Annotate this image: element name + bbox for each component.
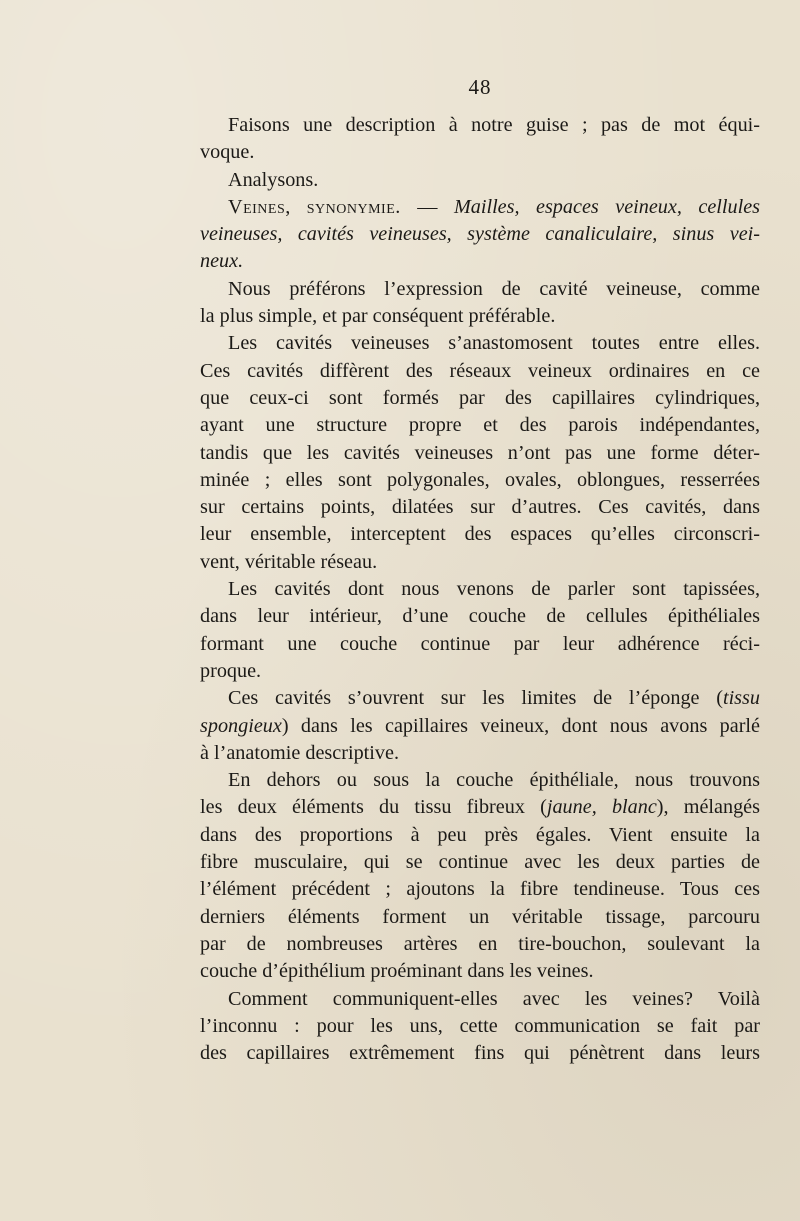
italic-term: spongieux <box>200 714 282 737</box>
paragraph-communication <box>200 986 760 1068</box>
text-line: proque. <box>200 659 262 682</box>
text-line: Les cavités veineuses s’anastomosent toutes entre elles. <box>228 332 760 355</box>
text-line: derniers éléments forment un véritable tissage, parcouru <box>200 905 760 928</box>
paragraph-epithelium <box>200 576 760 685</box>
heading-subterm: synonymie. <box>306 195 401 218</box>
text-line: vent, véritable réseau. <box>200 550 378 573</box>
text-line: tandis que les cavités veineuses n’ont pas une forme déter- <box>200 441 760 464</box>
text-line: dans leur intérieur, d’une couche de cellules épithéliales <box>200 605 760 628</box>
text-line: Nous préférons l’expression de cavité veineuse, comme <box>228 277 760 300</box>
text-line: sur certains points, dilatées sur d’autres. Ces cavités, dans <box>200 496 760 519</box>
text-line: l’inconnu : pour les uns, cette communication se fait par <box>200 1014 760 1037</box>
paragraph-analysons <box>200 167 760 194</box>
text-segment: ), mélangés <box>656 796 760 819</box>
text-segment: les deux éléments du tissu fibreux ( <box>200 796 547 819</box>
paragraph-synonymie <box>200 194 760 276</box>
text-line <box>200 713 760 740</box>
em-dash: — <box>417 195 438 218</box>
text-line <box>200 685 760 712</box>
text-line: minée ; elles sont polygonales, ovales, oblongues, resserrées <box>200 468 760 491</box>
italic-term: jaune, blanc <box>546 796 657 819</box>
text-line: dans des proportions à peu près égales. Vient ensuite la <box>200 823 760 846</box>
text-line <box>200 794 760 821</box>
text-line: veineuses, cavités veineuses, système canaliculaire, sinus vei- <box>200 223 760 246</box>
text-line: la plus simple, et par conséquent préférable. <box>200 305 556 328</box>
text-line: couche d’épithélium proéminant dans les veines. <box>200 960 594 983</box>
synonyms-text: Mailles, espaces veineux, cellules <box>453 195 761 218</box>
text-line: Veines, synonymie. — Mailles, espaces veineux, cellules <box>228 195 761 218</box>
paragraph-preference <box>200 276 760 331</box>
paragraph-description <box>200 112 760 167</box>
text-line: Comment communiquent-elles avec les veines? Voilà <box>228 987 760 1010</box>
text-line: Ces cavités diffèrent des réseaux veineux ordinaires en ce <box>200 359 760 382</box>
text-line: Analysons. <box>228 168 319 191</box>
page-number: 48 <box>468 75 492 99</box>
text-line: Les cavités dont nous venons de parler sont tapissées, <box>228 578 760 601</box>
text-line: formant une couche continue par leur adhérence réci- <box>200 632 760 655</box>
text-line: fibre musculaire, qui se continue avec les deux parties de <box>200 851 760 874</box>
text-line: leur ensemble, interceptent des espaces qu’elles circonscri- <box>200 523 760 546</box>
text-line: que ceux-ci sont formés par des capillaires cylindriques, <box>200 386 760 409</box>
text-line: par de nombreuses artères en tire-bouchon, soulevant la <box>200 932 760 955</box>
paragraph-tissue <box>200 767 760 985</box>
text-line: Faisons une description à notre guise ; pas de mot équi- <box>228 114 760 136</box>
text-line: à l’anatomie descriptive. <box>200 741 399 764</box>
paragraph-openings <box>200 685 760 767</box>
text-line: des capillaires extrêmement fins qui pénètrent dans leurs <box>200 1042 760 1065</box>
text-line: En dehors ou sous la couche épithéliale, nous trouvons <box>228 769 760 792</box>
paragraph-anastomoses <box>200 330 760 576</box>
text-segment: Ces cavités s’ouvrent sur les limites de l’éponge ( <box>228 687 723 710</box>
italic-term: tissu <box>722 687 760 710</box>
text-line: voque. <box>200 141 255 164</box>
heading-term: Veines <box>228 195 286 218</box>
book-page <box>200 72 760 1067</box>
text-segment: ) dans les capillaires veineux, dont nous avons parlé <box>281 714 760 737</box>
text-line: ayant une structure propre et des parois indépendantes, <box>200 414 760 437</box>
text-line: l’élément précédent ; ajoutons la fibre tendineuse. Tous ces <box>200 878 760 901</box>
text-line: neux. <box>200 250 244 273</box>
